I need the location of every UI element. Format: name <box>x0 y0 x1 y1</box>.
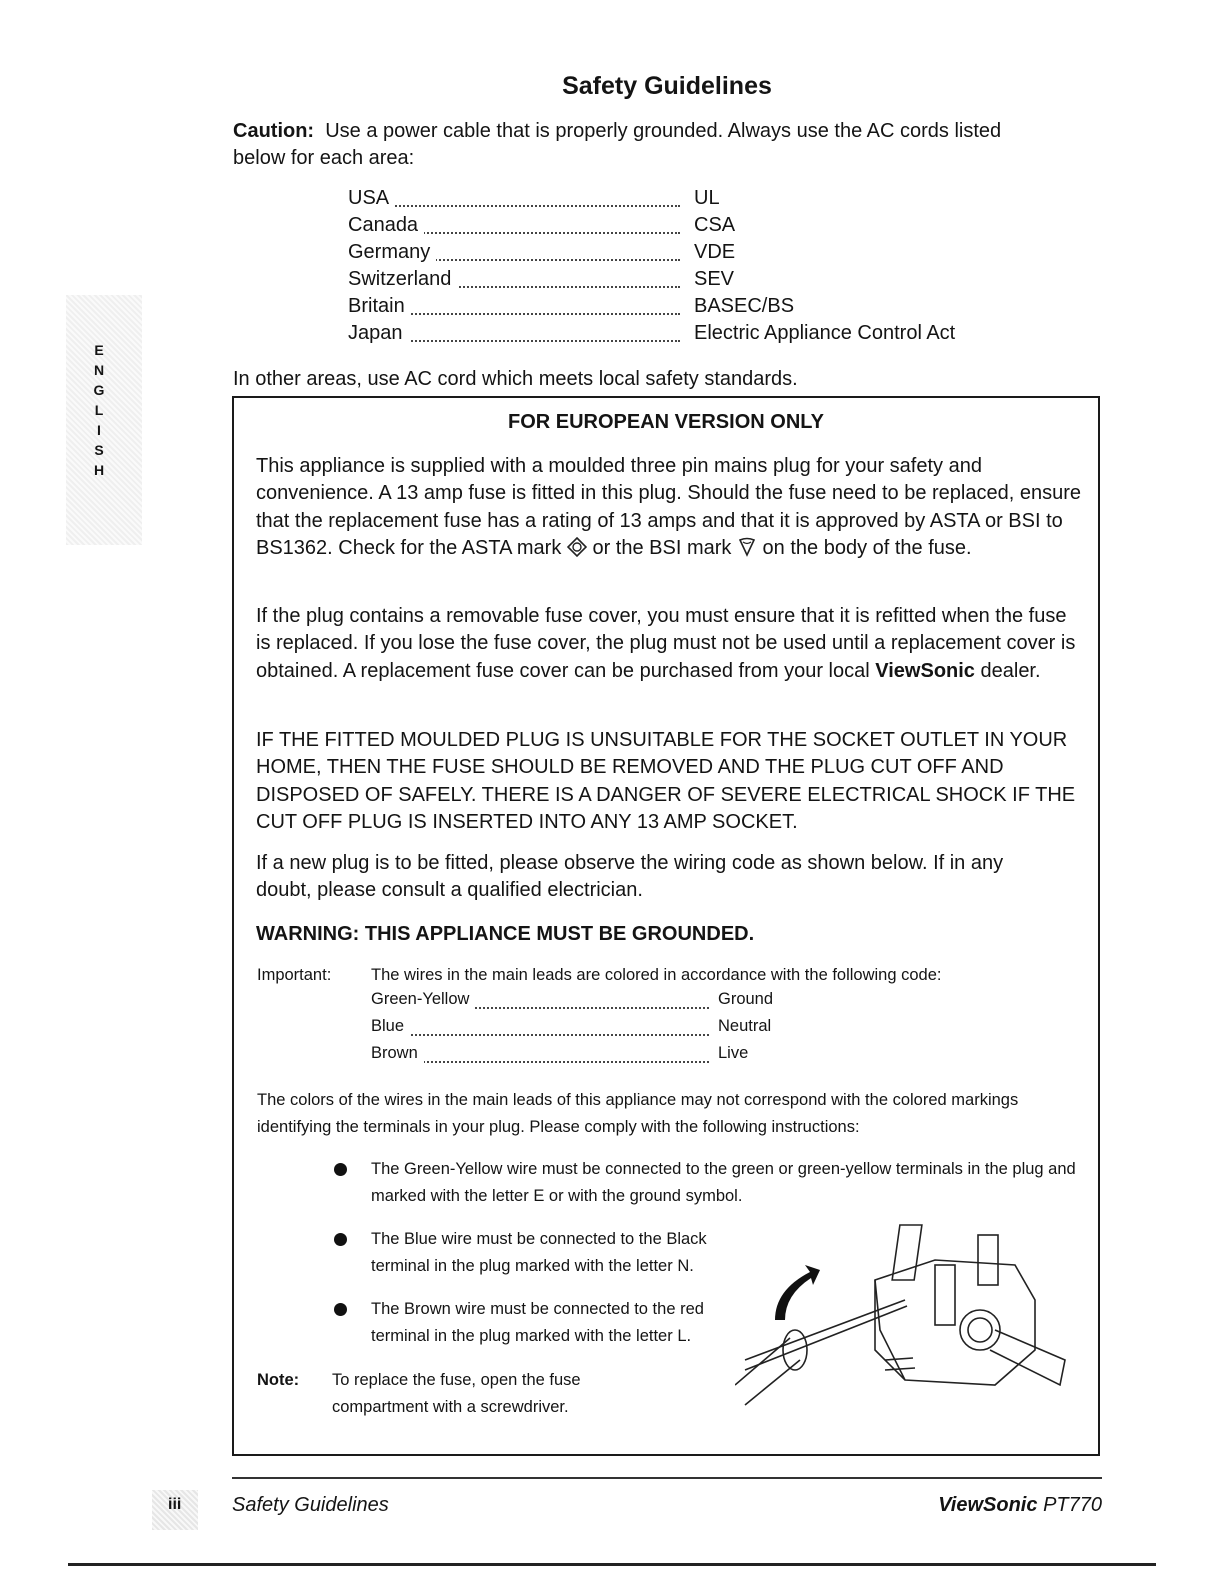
side-tab-letter: H <box>93 462 105 478</box>
warning-text: WARNING: THIS APPLIANCE MUST BE GROUNDED. <box>256 923 755 945</box>
caution-paragraph <box>233 118 1083 172</box>
wire-row <box>371 990 791 1017</box>
bsi-mark-icon <box>737 537 757 557</box>
page-title: Safety Guidelines <box>562 72 772 100</box>
cord-area: Germany <box>348 241 436 264</box>
bullet-icon <box>334 1233 347 1246</box>
side-tab-letter: E <box>94 342 104 358</box>
p2-brand: ViewSonic <box>875 659 975 682</box>
cord-row <box>348 295 998 322</box>
colors-note: The colors of the wires in the main leads of this appliance may not correspond with the colored markings identifying the terminals in your plug. Please comply with the following instructions: <box>257 1091 1019 1136</box>
cord-row <box>348 187 998 214</box>
wire-color: Blue <box>371 1017 410 1036</box>
note-label: Note: <box>257 1371 300 1389</box>
european-paragraph-2 <box>256 603 1086 685</box>
bullet-icon <box>334 1163 347 1176</box>
cord-area: Canada <box>348 214 424 237</box>
page-number: iii <box>168 1496 182 1513</box>
asta-mark-icon <box>567 537 587 557</box>
cord-area: Switzerland <box>348 268 457 291</box>
wire-color: Green-Yellow <box>371 990 475 1009</box>
side-tab-letter: N <box>93 362 105 378</box>
important-label: Important: <box>257 966 332 984</box>
cord-row <box>348 214 998 241</box>
cord-area: Britain <box>348 295 411 318</box>
caution-label: Caution: <box>233 120 315 142</box>
footer-brand-model <box>938 1494 1102 1517</box>
cord-standard: SEV <box>694 268 735 290</box>
european-heading: FOR EUROPEAN VERSION ONLY <box>508 411 824 433</box>
p2-end: dealer. <box>980 659 1041 682</box>
european-paragraph-1 <box>256 453 1086 562</box>
footer-model: PT770 <box>1043 1494 1102 1516</box>
cord-row <box>348 268 998 295</box>
cord-standard: BASEC/BS <box>694 295 795 317</box>
cord-area: Japan <box>348 322 409 345</box>
footer-section: Safety Guidelines <box>232 1494 389 1516</box>
cord-row <box>348 322 998 349</box>
side-tab-letter: L <box>94 402 104 418</box>
wire-use: Live <box>718 1044 749 1062</box>
bottom-edge-rule <box>68 1563 1156 1566</box>
p2-text: If the plug contains a removable fuse cover, you must ensure that it is refitted when the fuse is replaced. If you lose the fuse cover, the plug must not be used until a replacement cover is obtained. A replacement fuse cover can be purchased from your local <box>256 605 1076 682</box>
note-text: To replace the fuse, open the fuse compartment with a screwdriver. <box>332 1371 581 1416</box>
wire-color: Brown <box>371 1044 424 1063</box>
side-tab-letter: G <box>93 382 105 398</box>
cord-row <box>348 241 998 268</box>
footer-rule <box>232 1477 1102 1479</box>
cord-standard: Electric Appliance Control Act <box>694 322 956 344</box>
cord-standard: VDE <box>694 241 736 263</box>
cord-standard: CSA <box>694 214 736 236</box>
caution-text: Use a power cable that is properly grounded. Always use the AC cords listed <box>325 120 1002 142</box>
side-tab-letter: I <box>97 422 101 438</box>
cord-area: USA <box>348 187 395 210</box>
p1-text: This appliance is supplied with a moulded three pin mains plug for your safety and convenience. A 13 amp fuse is fitted in this plug. Should the fuse need to be replaced, ensure that the replacement fuse has a rating of 13 amps and that it is approved by ASTA or BSI to BS1362. Check for the ASTA mark <box>256 455 1081 559</box>
wire-row <box>371 1044 791 1071</box>
bullet-icon <box>334 1303 347 1316</box>
wire-use: Neutral <box>718 1017 772 1035</box>
cord-standard: UL <box>694 187 720 209</box>
other-areas-text: In other areas, use AC cord which meets local safety standards. <box>233 368 798 390</box>
footer-brand: ViewSonic <box>938 1494 1038 1516</box>
caution-text-2: below for each area: <box>233 147 415 169</box>
european-paragraph-4: If a new plug is to be fitted, please observe the wiring code as shown below. If in any doubt, please consult a qualified electrician. <box>256 852 1004 902</box>
side-tab-letter: S <box>94 442 104 458</box>
important-text: The wires in the main leads are colored in accordance with the following code: <box>371 966 942 984</box>
side-tab-english <box>88 340 110 480</box>
p1-end: on the body of the fuse. <box>762 536 972 559</box>
plug-illustration <box>735 1210 1085 1425</box>
wire-use: Ground <box>718 990 774 1008</box>
bullet-item-2: The Blue wire must be connected to the Black terminal in the plug marked with the letter N. <box>371 1230 707 1275</box>
bullet-item-3: The Brown wire must be connected to the red terminal in the plug marked with the letter L. <box>371 1300 704 1345</box>
european-paragraph-3: IF THE FITTED MOULDED PLUG IS UNSUITABLE FOR THE SOCKET OUTLET IN YOUR HOME, THEN THE FUSE SHOULD BE REMOVED AND THE PLUG CUT OFF AND DISPOSED OF SAFELY. THERE IS A DANGER OF SEVERE ELECTRICAL SHOCK IF THE CUT OFF PLUG IS INSERTED INTO ANY 13 AMP SOCKET. <box>256 729 1076 833</box>
p1-mid: or the BSI mark <box>592 536 732 559</box>
bullet-item-1: The Green-Yellow wire must be connected to the green or green-yellow terminals in the plug and marked with the letter E or with the ground symbol. <box>371 1160 1076 1205</box>
wire-row <box>371 1017 791 1044</box>
